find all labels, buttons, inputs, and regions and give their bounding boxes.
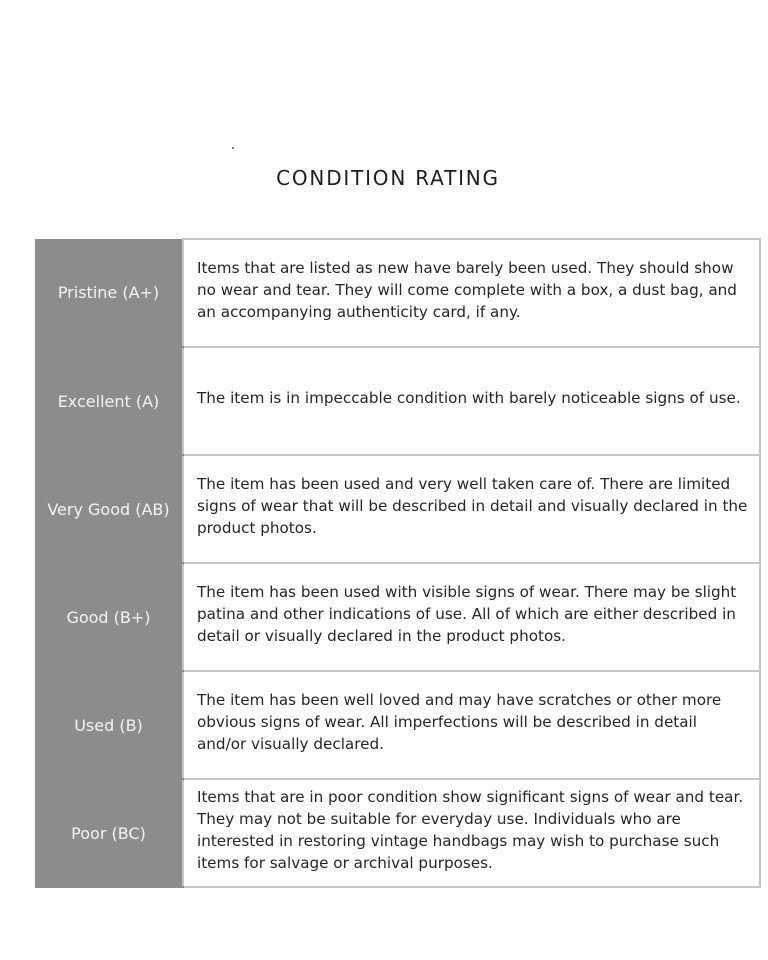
table-row [35,239,760,347]
rating-label: Good (B+) [35,563,183,671]
rating-description: Items that are listed as new have barely been used. They should show no wear and tear. They will come complete with a box, a dust bag, and an accompanying authenticity card, if any. [183,239,760,347]
rating-label: Excellent (A) [35,347,183,455]
rating-description: Items that are in poor condition show significant signs of wear and tear. They may not be suitable for everyday use. Individuals who are interested in restoring vintage handbags may wish to purchase such items for salvage or archival purposes. [183,779,760,887]
condition-rating-table [35,238,761,888]
rating-description: The item has been well loved and may have scratches or other more obvious signs of wear. All imperfections will be described in detail and/or visually declared. [183,671,760,779]
rating-description: The item has been used with visible signs of wear. There may be slight patina and other indications of use. All of which are either described in detail or visually declared in the product photos. [183,563,760,671]
rating-label: Poor (BC) [35,779,183,887]
table-row [35,779,760,887]
stray-dot [232,147,234,149]
table-row [35,455,760,563]
rating-label: Pristine (A+) [35,239,183,347]
table-row [35,563,760,671]
rating-label: Very Good (AB) [35,455,183,563]
table-row [35,671,760,779]
page-title: CONDITION RATING [276,166,500,190]
rating-label: Used (B) [35,671,183,779]
rating-description: The item is in impeccable condition with barely noticeable signs of use. [183,347,760,455]
table-row [35,347,760,455]
rating-description: The item has been used and very well taken care of. There are limited signs of wear that will be described in detail and visually declared in the product photos. [183,455,760,563]
